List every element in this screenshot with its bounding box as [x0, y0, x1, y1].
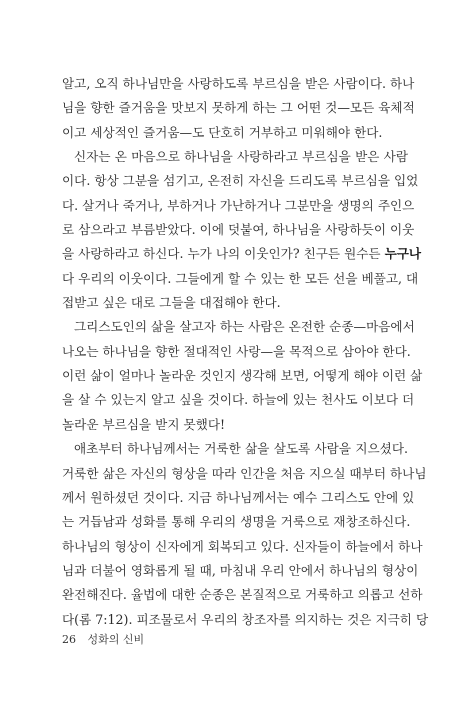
text-line: 이고 세상적인 즐거움—도 단호히 거부하고 미워해야 한다. — [62, 124, 383, 140]
text-line: 다(롬 7:12). 피조물로서 우리의 창조자를 의지하는 것은 지극히 당 — [62, 611, 429, 627]
text-line: 나오는 하나님을 향한 절대적인 사랑—을 목적으로 삼아야 한다. — [62, 343, 411, 359]
text-line: 이런 삶이 얼마나 놀라운 것인지 생각해 보면, 어떻게 해야 이런 삶 — [62, 368, 423, 384]
text-line — [62, 242, 422, 266]
running-title: 성화의 신비 — [87, 633, 145, 646]
text-line: 하나님의 형상이 신자에게 회복되고 있다. 신자들이 하늘에서 하나 — [62, 538, 423, 554]
text-line: 다. 살거나 죽거나, 부하거나 가난하거나 그분만을 생명의 주인으 — [62, 197, 415, 213]
text-line: 애초부터 하나님께서는 거룩한 삶을 살도록 사람을 지으셨다. — [74, 441, 408, 457]
emphasis-text: 누구나 — [384, 246, 422, 262]
text-line: 을 살 수 있는지 알고 싶을 것이다. 하늘에 있는 천사도 이보다 더 — [62, 392, 415, 408]
text-line: 접받고 싶은 대로 그들을 대접해야 한다. — [62, 295, 281, 311]
text-line: 알고, 오직 하나님만을 사랑하도록 부르심을 받은 사람이다. 하나 — [62, 76, 415, 91]
text-line: 님과 더불어 영화롭게 될 때, 마침내 우리 안에서 하나님의 형상이 — [62, 562, 419, 578]
text-line: 로 삼으라고 부름받았다. 이에 덧붙여, 하나님을 사랑하듯이 이웃 — [62, 222, 415, 238]
text-line: 님을 향한 즐거움을 맛보지 못하게 하는 그 어떤 것—모든 육체적 — [62, 100, 415, 116]
text-line: 이다. 항상 그분을 섬기고, 온전히 자신을 드리도록 부르심을 입었 — [62, 173, 419, 189]
text-line: 신자는 온 마음으로 하나님을 사랑하라고 부르심을 받은 사람 — [74, 149, 408, 165]
text-line: 거룩한 삶은 자신의 형상을 따라 인간을 처음 지으실 때부터 하나님 — [62, 465, 427, 481]
page-number: 26 — [62, 633, 76, 646]
text-line: 놀라운 부르심을 받지 못했다! — [62, 416, 226, 432]
text-line: 께서 원하셨던 것이다. 지금 하나님께서는 예수 그리스도 안에 있 — [62, 489, 415, 505]
body-text — [62, 72, 429, 632]
text-line: 다 우리의 이웃이다. 그들에게 할 수 있는 한 모든 선을 베풀고, 대 — [62, 270, 419, 286]
text-line-segment: 을 사랑하라고 하신다. 누가 나의 이웃인가? 친구든 원수든 — [62, 246, 385, 262]
text-line: 는 거듭남과 성화를 통해 우리의 생명을 거룩으로 재창조하신다. — [62, 514, 411, 530]
page-footer — [62, 631, 144, 647]
text-line: 완전해진다. 율법에 대한 순종은 본질적으로 거룩하고 의롭고 선하 — [62, 587, 423, 603]
text-line: 그리스도인의 삶을 살고자 하는 사람은 온전한 순종—마음에서 — [74, 319, 415, 335]
